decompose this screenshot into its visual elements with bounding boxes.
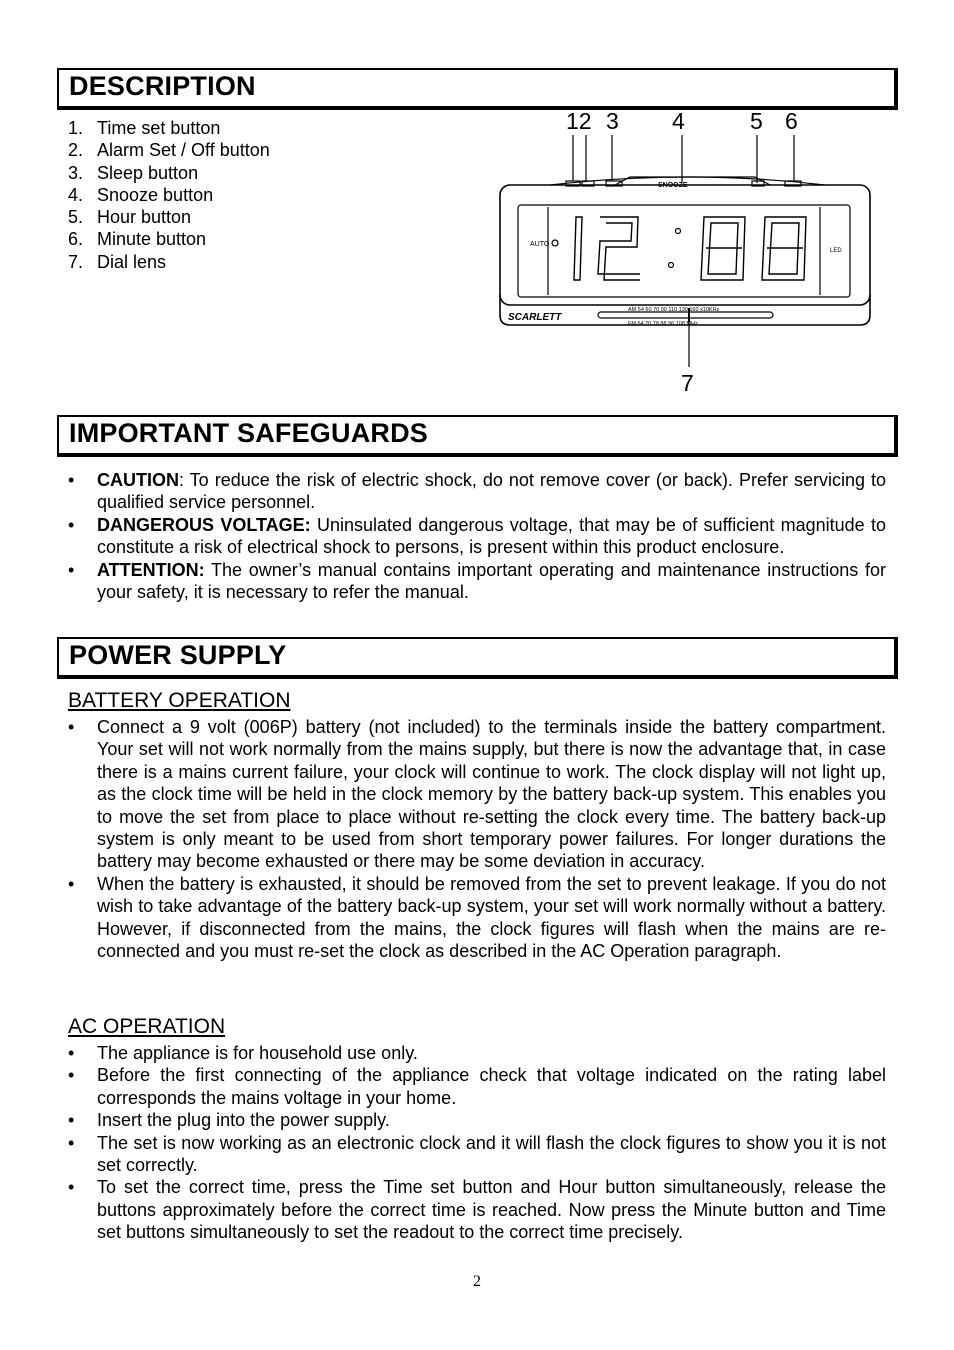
ac-operation-list (68, 1042, 886, 1244)
callout-5: 5 (750, 108, 763, 134)
description-item: 2. Alarm Set / Off button (68, 140, 270, 161)
safeguard-text: : To reduce the risk of electric shock, do not remove cover (or back). Prefer servicing to qualified service personnel. (97, 470, 886, 513)
description-list (68, 117, 270, 273)
description-item-label: Sleep button (97, 162, 199, 183)
description-item-label: Time set button (97, 118, 221, 138)
description-item: 5. Hour button (68, 207, 192, 228)
list-item: • The set is now working as an electronic clock and it will flash the clock figures to show you it is not set correctly. (68, 1132, 886, 1177)
ac-operation-subheading: AC OPERATION (68, 1015, 226, 1038)
page-number: 2 (473, 1273, 481, 1290)
snooze-label: SNOOZE (658, 182, 688, 189)
list-item: • Before the first connecting of the appliance check that voltage indicated on the rating label corresponds the mains voltage in your home. (68, 1064, 886, 1109)
list-item: • When the battery is exhausted, it should be removed from the set to prevent leakage. If you do not wish to take advantage of the battery back-up system, your set will work normally without a battery. However, if disconnected from the mains, the clock figures will flash when the mains are re-connected and you must re-set the clock as described in the AC Operation paragraph. (68, 873, 886, 963)
callout-7: 7 (681, 370, 694, 396)
safeguard-text: Uninsulated dangerous voltage, that may be of sufficient magnitude to constitute a risk of electrical shock to persons, is present within this product enclosure. (97, 514, 886, 558)
clock-radio-diagram (490, 105, 880, 400)
fm-scale: FM 64 70 78 88 96 108 MHz (628, 321, 698, 327)
safeguard-item (68, 469, 886, 514)
description-item: 1. Time set button (68, 118, 221, 138)
list-item: • To set the correct time, press the Time set button and Hour button simultaneously, release the buttons approximately before the correct time is reached. Now press the Minute button and Time set buttons simultaneously to set the readout to the correct time precisely. (68, 1176, 886, 1243)
description-item-label: Dial lens (97, 251, 167, 272)
list-item: • The appliance is for household use only. (68, 1042, 886, 1064)
list-item: • Insert the plug into the power supply. (68, 1109, 886, 1131)
callout-6: 6 (785, 108, 798, 134)
power-supply-heading-box (57, 637, 898, 679)
safeguard-item (68, 559, 886, 604)
description-item-label: Snooze button (97, 184, 214, 205)
safeguards-list (68, 469, 886, 603)
description-item: 4. Snooze button (68, 184, 214, 205)
description-heading-box (57, 68, 898, 110)
description-item-label: Alarm Set / Off button (97, 140, 270, 161)
clock-digits (574, 217, 806, 280)
callout-4: 4 (672, 108, 685, 134)
safeguards-heading: IMPORTANT SAFEGUARDS (69, 418, 428, 448)
battery-operation-list (68, 716, 886, 962)
safeguard-item (68, 514, 886, 559)
description-item-label: Minute button (97, 229, 207, 250)
description-item: 7. Dial lens (68, 251, 167, 272)
power-supply-heading: POWER SUPPLY (69, 640, 287, 670)
safeguard-label: CAUTION (97, 470, 179, 490)
safeguard-label: DANGEROUS VOLTAGE: (97, 514, 311, 535)
description-item: 3. Sleep button (68, 162, 199, 183)
led-label: LED (830, 248, 842, 254)
safeguard-text: The owner’s manual contains important operating and maintenance instructions for your safety, it is necessary to refer the manual. (97, 559, 886, 603)
description-heading: DESCRIPTION (69, 71, 256, 101)
callout-3: 3 (606, 108, 619, 134)
callout-12: 12 (566, 108, 592, 134)
battery-operation-subheading: BATTERY OPERATION (68, 689, 291, 712)
safeguard-label: ATTENTION: (97, 559, 205, 580)
description-item-label: Hour button (97, 207, 192, 228)
safeguards-heading-box (57, 415, 898, 457)
auto-label: AUTO (530, 241, 550, 248)
brand-logo: SCARLETT (508, 312, 562, 323)
list-item: • Connect a 9 volt (006P) battery (not included) to the terminals inside the battery compartment. Your set will not work normally from the mains supply, but there is now the advantage that, in case there is a mains current failure, your clock will continue to work. The clock display will not light up, as the clock time will be held in the clock memory by the battery back-up system. This enables you to move the set from place to place without re-setting the clock every time. The battery back-up system is only meant to be used from short temporary power failures. For longer durations the battery may become exhausted or there may be some deviation in accuracy. (68, 716, 886, 873)
description-item: 6. Minute button (68, 229, 207, 250)
am-scale: AM 54 60 70 90 110 130 160 x10KHz (628, 307, 720, 313)
